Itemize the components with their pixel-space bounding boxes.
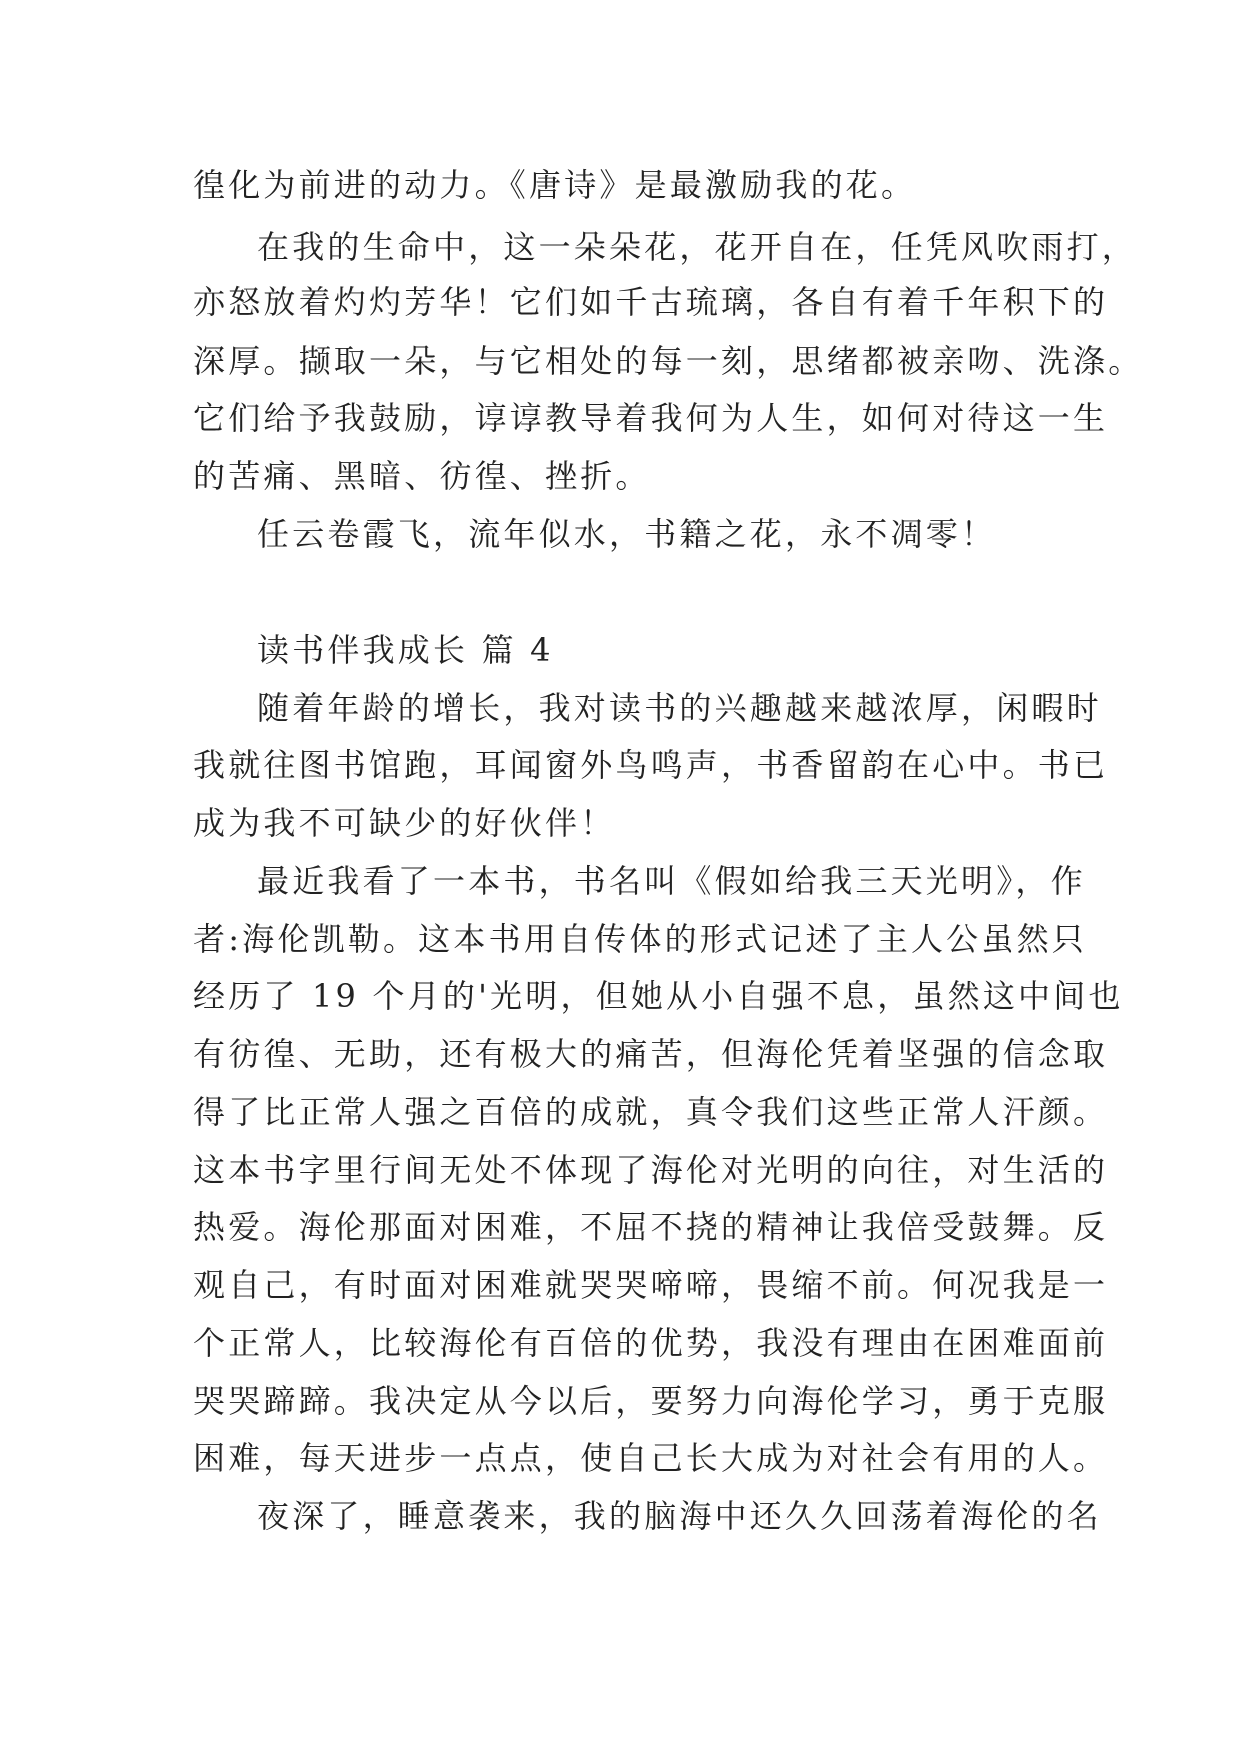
- text-line: 哭哭蹄蹄。我决定从今以后，要努力向海伦学习，勇于克服: [193, 1382, 1109, 1420]
- text-line: 个正常人，比较海伦有百倍的优势，我没有理由在困难面前: [193, 1324, 1109, 1362]
- text-line: 任云卷霞飞，流年似水，书籍之花，永不凋零！: [257, 515, 997, 553]
- text-line: 有彷徨、无助，还有极大的痛苦，但海伦凭着坚强的信念取: [193, 1035, 1109, 1073]
- section-heading: 读书伴我成长 篇 4: [257, 631, 554, 669]
- text-line: 这本书字里行间无处不体现了海伦对光明的向往，对生活的: [193, 1151, 1109, 1189]
- text-line: 者:海伦凯勒。这本书用自传体的形式记述了主人公虽然只: [193, 920, 1087, 958]
- text-line: 观自己，有时面对困难就哭哭啼啼，畏缩不前。何况我是一: [193, 1266, 1109, 1304]
- text-line: 亦怒放着灼灼芳华！它们如千古琉璃，各自有着千年积下的: [193, 283, 1109, 321]
- text-line: 徨化为前进的动力。《唐诗》是最激励我的花。: [193, 166, 917, 204]
- text-line: 困难，每天进步一点点，使自己长大成为对社会有用的人。: [193, 1439, 1109, 1477]
- text-line: 我就往图书馆跑，耳闻窗外鸟鸣声，书香留韵在心中。书已: [193, 746, 1109, 784]
- text-line: 随着年龄的增长，我对读书的兴趣越来越浓厚，闲暇时: [257, 689, 1102, 727]
- text-line: 经历了 19 个月的'光明，但她从小自强不息，虽然这中间也: [193, 977, 1124, 1015]
- text-line: 在我的生命中，这一朵朵花，花开自在，任凭风吹雨打，: [257, 228, 1138, 266]
- text-line: 成为我不可缺少的好伙伴！: [193, 804, 616, 842]
- text-line: 得了比正常人强之百倍的成就，真令我们这些正常人汗颜。: [193, 1093, 1109, 1131]
- text-line: 夜深了，睡意袭来，我的脑海中还久久回荡着海伦的名: [257, 1497, 1102, 1535]
- text-line: 的苦痛、黑暗、彷徨、挫折。: [193, 457, 651, 495]
- text-line: 它们给予我鼓励，谆谆教导着我何为人生，如何对待这一生: [193, 399, 1109, 437]
- text-line: 最近我看了一本书，书名叫《假如给我三天光明》，作: [257, 862, 1086, 900]
- text-line: 热爱。海伦那面对困难，不屈不挠的精神让我倍受鼓舞。反: [193, 1208, 1109, 1246]
- text-line: 深厚。撷取一朵，与它相处的每一刻，思绪都被亲吻、洗涤。: [193, 342, 1144, 380]
